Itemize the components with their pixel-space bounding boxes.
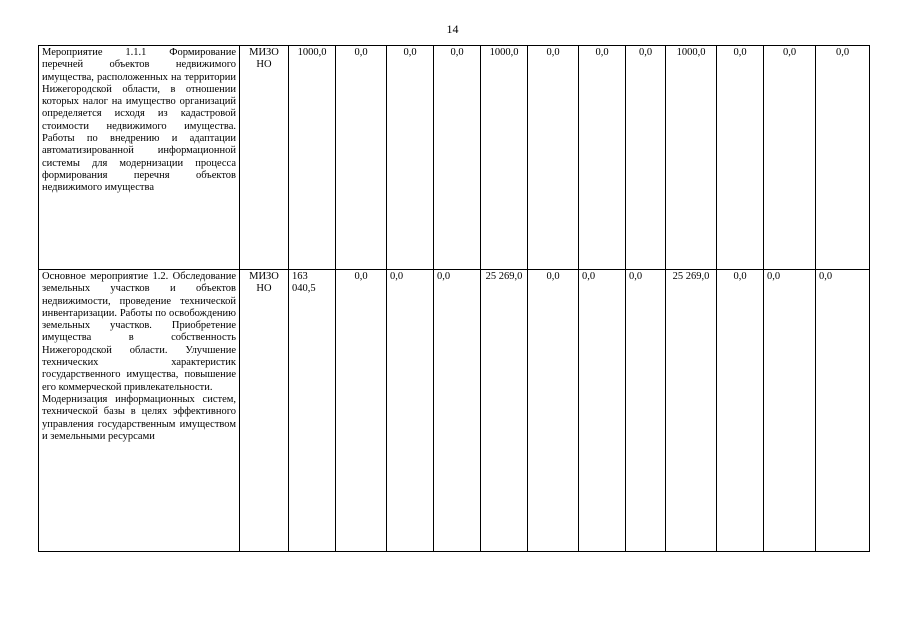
value-cell: 0,0 [717,46,764,270]
value-cell: 0,0 [434,46,481,270]
value-cell: 0,0 [816,270,870,552]
value-cell: 0,0 [336,270,387,552]
row-description [39,270,240,552]
value-cell: 0,0 [336,46,387,270]
value-cell: 0,0 [387,46,434,270]
value-cell: 0,0 [816,46,870,270]
value-cell: 0,0 [579,270,626,552]
value-cell: 1000,0 [481,46,528,270]
page-number: 14 [446,22,459,36]
value-cell: 0,0 [528,46,579,270]
row-executor: МИЗО НО [240,270,289,552]
value-cell: 0,0 [764,46,816,270]
value-cell: 0,0 [528,270,579,552]
value-cell: 163 040,5 [289,270,336,552]
row-description: Мероприятие 1.1.1 Формирование перечней объектов недвижимого имущества, расположенных на территории Нижегородской области, в отношении которых налог на имущество организаций определяется исходя из кадастровой стоимости недвижимого имущества. Работы по внедрению и адаптации автоматизированной информационной системы для модернизации процесса формирования перечня объектов недвижимого имущества [39,46,240,270]
table-row [39,270,870,552]
row-executor: МИЗО НО [240,46,289,270]
value-cell: 0,0 [434,270,481,552]
table-row [39,46,870,270]
value-cell: 1000,0 [289,46,336,270]
row-description-part-1: Основное мероприятие 1.2. Обследование земельных участков и объектов недвижимости, проведение технической инвентаризации. Работы по освобождению земельных участков. Приобретение имущества в собственность Нижегородской области. Улучшение технических характеристик государственного имущества, повышение его коммерческой привлекательности. [42,271,236,393]
value-cell: 0,0 [717,270,764,552]
value-cell: 25 269,0 [666,270,717,552]
value-cell: 0,0 [626,270,666,552]
value-cell: 25 269,0 [481,270,528,552]
program-table [38,45,870,552]
value-cell: 0,0 [764,270,816,552]
value-cell: 1000,0 [666,46,717,270]
value-cell: 0,0 [387,270,434,552]
value-cell: 0,0 [579,46,626,270]
row-description-part-2: Модернизация информационных систем, технической базы в целях эффективного управления государственным имуществом и земельными ресурсами [42,393,236,442]
value-cell: 0,0 [626,46,666,270]
